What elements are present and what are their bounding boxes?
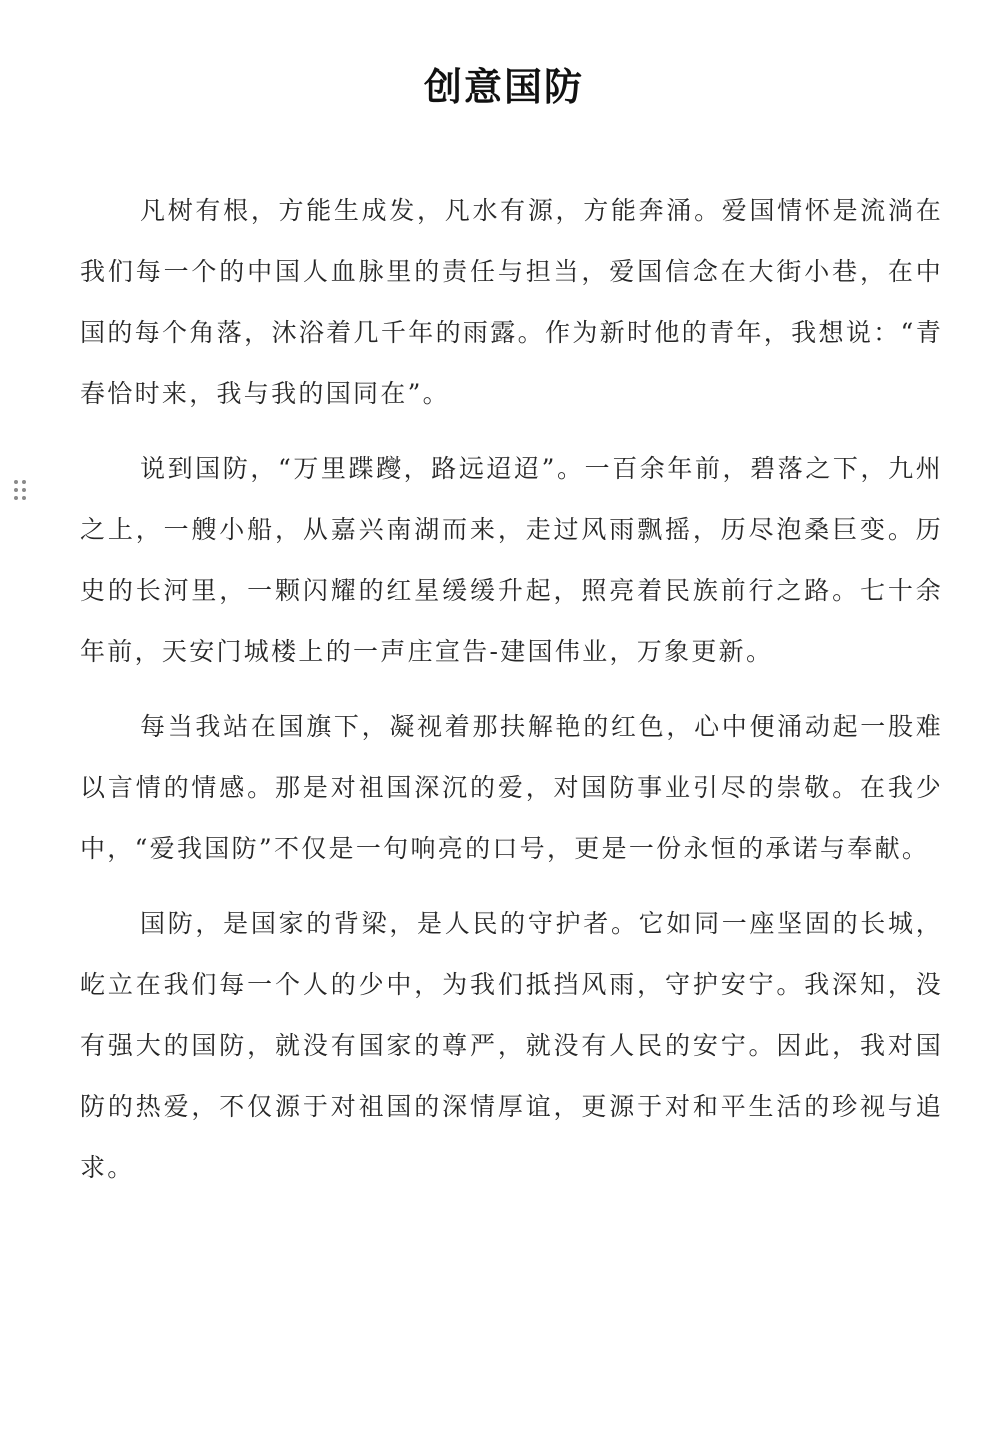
document-body[interactable] xyxy=(80,180,943,1212)
paragraph: 每当我站在国旗下，凝视着那扶解艳的红色，心中便涌动起一股难以言情的情感。那是对祖国深沉的爱，对国防事业引尽的崇敬。在我少中，“爱我国防”不仅是一句响亮的口号，更是一份永恒的承诺与奉献。 xyxy=(80,712,943,863)
paragraph: 说到国防，“万里蹀躞，路远迢迢”。一百余年前，碧落之下，九州之上，一艘小船，从嘉兴南湖而来，走过风雨飘摇，历尽泡桑巨变。历史的长河里，一颗闪耀的红星缓缓升起，照亮着民族前行之路。七十余年前，天安门城楼上的一声庄宣告-建国伟业，万象更新。 xyxy=(80,454,943,666)
paragraph: 国防，是国家的背梁，是人民的守护者。它如同一座坚固的长城，屹立在我们每一个人的少中，为我们抵挡风雨，守护安宁。我深知，没有强大的国防，就没有国家的尊严，就没有人民的安宁。因此，我对国防的热爱，不仅源于对祖国的深情厚谊，更源于对和平生活的珍视与追求。 xyxy=(80,909,943,1182)
page-title: 创意国防 xyxy=(423,64,584,109)
drag-handle-icon[interactable] xyxy=(13,478,27,508)
paragraph: 凡树有根，方能生成发，凡水有源，方能奔涌。爱国情怀是流淌在我们每一个的中国人血脉里的责任与担当，爱国信念在大街小巷，在中国的每个角落，沐浴着几千年的雨露。作为新时他的青年，我想说：“青春恰时来，我与我的国同在”。 xyxy=(80,196,943,408)
